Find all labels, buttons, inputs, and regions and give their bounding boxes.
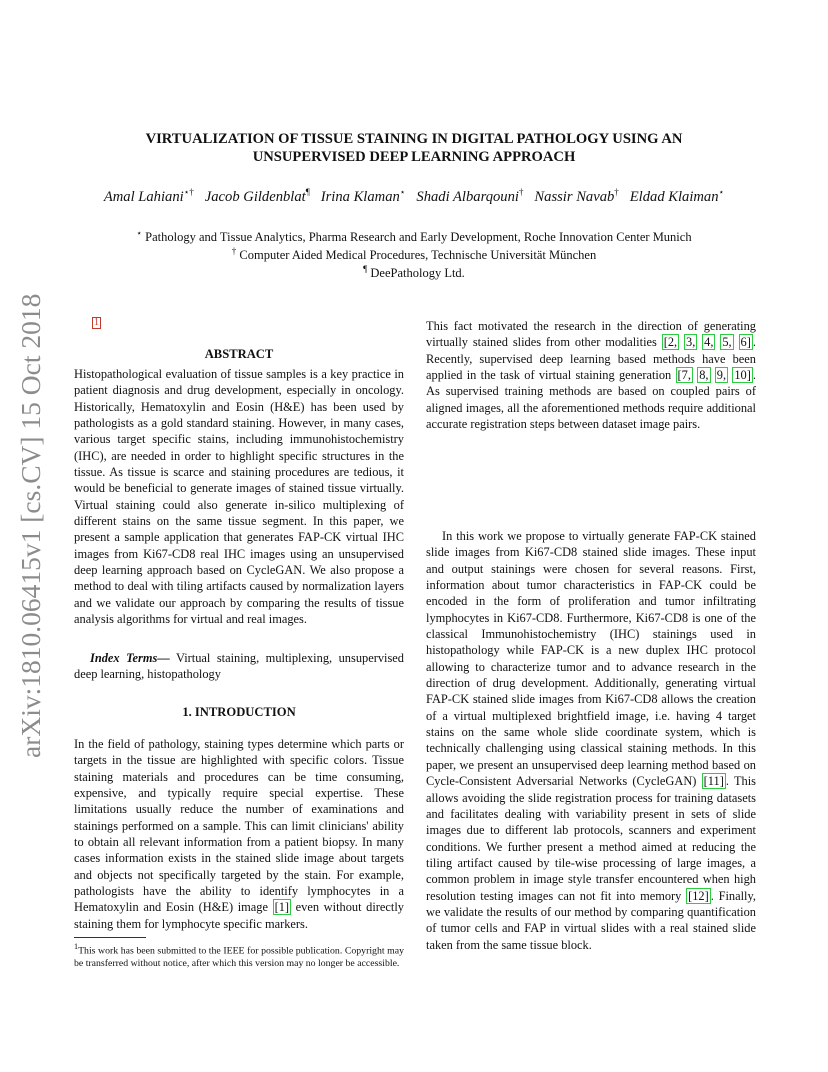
intro-paragraph: In the field of pathology, staining types determine which parts or targets in the tissue are highlighted with specific colors. Tissue staining materials and procedures can be time consuming, expensive, and typically require special expertise. These limitations usually reduce the number of examinations and stainings performed on a sample. This can limit clinicians' ability to obtain all relevant information from a patient biopsy. In many cases information exists in the stained slide image about targets and objects not specifically targeted by the stain. For example, pathologists have the ability to identify lymphocytes in a Hematoxylin and Eosin (H&E) image [1] even without directly staining them for lymphocyte specific markers. [74, 737, 404, 931]
citation-link[interactable]: 5, [722, 335, 732, 350]
citation-link[interactable]: 10] [734, 368, 751, 383]
intro-heading: 1. INTRODUCTION [182, 705, 296, 719]
arxiv-stamp: arXiv:1810.06415v1 [cs.CV] 15 Oct 2018 [15, 293, 46, 758]
citation-link[interactable]: 6] [740, 335, 751, 350]
author: Amal Lahiani⋆† [103, 187, 194, 205]
author: Irina Klaman⋆ [320, 187, 406, 205]
arxiv-stamp-wrapper [12, 288, 52, 758]
author-list [60, 187, 768, 206]
abstract-heading: ABSTRACT [204, 347, 274, 361]
author: Eldad Klaiman⋆ [629, 187, 725, 205]
citation-link[interactable]: [2, [663, 335, 678, 350]
index-terms-label: Index Terms— [90, 651, 170, 665]
footnote-rule [74, 937, 146, 938]
affiliation: † Computer Aided Medical Procedures, Technische Universität München [231, 246, 597, 263]
index-terms [74, 650, 404, 683]
affiliation: ⋆ Pathology and Tissue Analytics, Pharma Research and Early Development, Roche Innovation Center Munich [136, 228, 692, 245]
citation-link[interactable]: [11] [703, 774, 724, 789]
citation-link[interactable]: 4, [704, 335, 714, 350]
affiliation: ¶ DeePathology Ltd. [363, 264, 465, 281]
index-terms-text: Virtual staining, multiplexing, unsupervised deep learning, histopathology [74, 651, 404, 682]
right-paragraph-1: This fact motivated the research in the direction of generating virtually stained slides from other modalities [2, 3, 4, 5, 6] . Recently, supervised deep learning based methods have been applied in the task of virtual staining generation [7, 8, 9, 10] . As supervised training methods are based on coupled pairs of aligned images, all the aforementioned methods require additional accurate registration steps between dataset image pairs. [426, 319, 756, 432]
citation-link[interactable]: [7, [677, 368, 691, 383]
citation-link[interactable]: 9, [716, 368, 727, 383]
title-line-2: UNSUPERVISED DEEP LEARNING APPROACH [252, 149, 576, 165]
author: Jacob Gildenblat¶ [204, 187, 310, 205]
citation-link[interactable]: [12] [688, 888, 709, 903]
abstract-text: Histopathological evaluation of tissue samples is a key practice in patient diagnosis and drug development, especially in oncology. Historically, Hematoxylin and Eosin (H&E) has been used by pathologists as a gold standard staining. However, in many cases, various target specific stains, including immunohistochemistry (IHC), are needed in order to highlight specific structures in the tissue. As tissue is scarce and staining procedures are tedious, it would be beneficial to generate images of stained tissue virtually. Virtual staining could also generate in-silico multiplexing of different stains on the same tissue segment. In this paper, we present a sample application that generates FAP-CK virtual IHC images from Ki67-CD8 real IHC images using an unsupervised deep learning approach based on CycleGAN. We also propose a method to deal with tiling artifacts caused by normalization layers and we validate our approach by comparing the results of tissue analysis algorithms for virtual and real images. [74, 367, 404, 627]
right-paragraph-2: In this work we propose to virtually generate FAP-CK stained slide images from Ki67-CD8 stained slide images. These input and output stainings were chosen for several reasons. First, information about tumor characteristics in FAP-CK could be encoded in the form of proliferation and tumor infiltrating lymphocytes in Ki67-CD8. Furthermore, Ki67-CD8 is one of the classical Immunohistochemistry (IHC) stainings used in histopathology while FAP-CK is a new duplex IHC protocol allowing to characterize tumor and to advance research in the direction of drug development. Additionally, generating virtual FAP-CK stained slide images from Ki67-CD8 allows the creation of a virtual multiplexed brightfield image, i.e. having 4 target stains on the same whole slide coordinate system, which is technically challenging using classical staining methods. In this paper, we present an unsupervised deep learning method based on Cycle-Consistent Adversarial Networks (CycleGAN) [11] . This allows avoiding the slide registration process for training datasets and facilitates dealing with variability present in sets of slide images due to different lab protocols, scanners and experiment conditions. We further present a method aimed at reducing the tiling artifact caused by tile-wise processing of large images, a common problem in image style transfer encountered when high resolution testing images can not fit into memory [12] . Finally, we validate the results of our method by comparing quantification of tumor cells and FAP in virtual slides with a real stained slide taken from the same tissue block. [426, 529, 756, 952]
footnote: $^1$This work has been submitted to the IEEE for possible publication. Copyright may be transferred without notice, after which this version may no longer be accessible. [74, 942, 404, 970]
citation-link[interactable]: 8, [699, 368, 709, 383]
citation-link[interactable]: 3, [686, 335, 696, 350]
title-line-1: VIRTUALIZATION OF TISSUE STAINING IN DIGITAL PATHOLOGY USING AN [145, 131, 683, 147]
citation-link[interactable]: [1] [274, 900, 290, 915]
paper-title [70, 130, 758, 166]
author: Nassir Navab† [534, 187, 619, 205]
footnote-marker-link[interactable]: 1 [94, 317, 99, 328]
author: Shadi Albarqouni† [416, 187, 524, 205]
